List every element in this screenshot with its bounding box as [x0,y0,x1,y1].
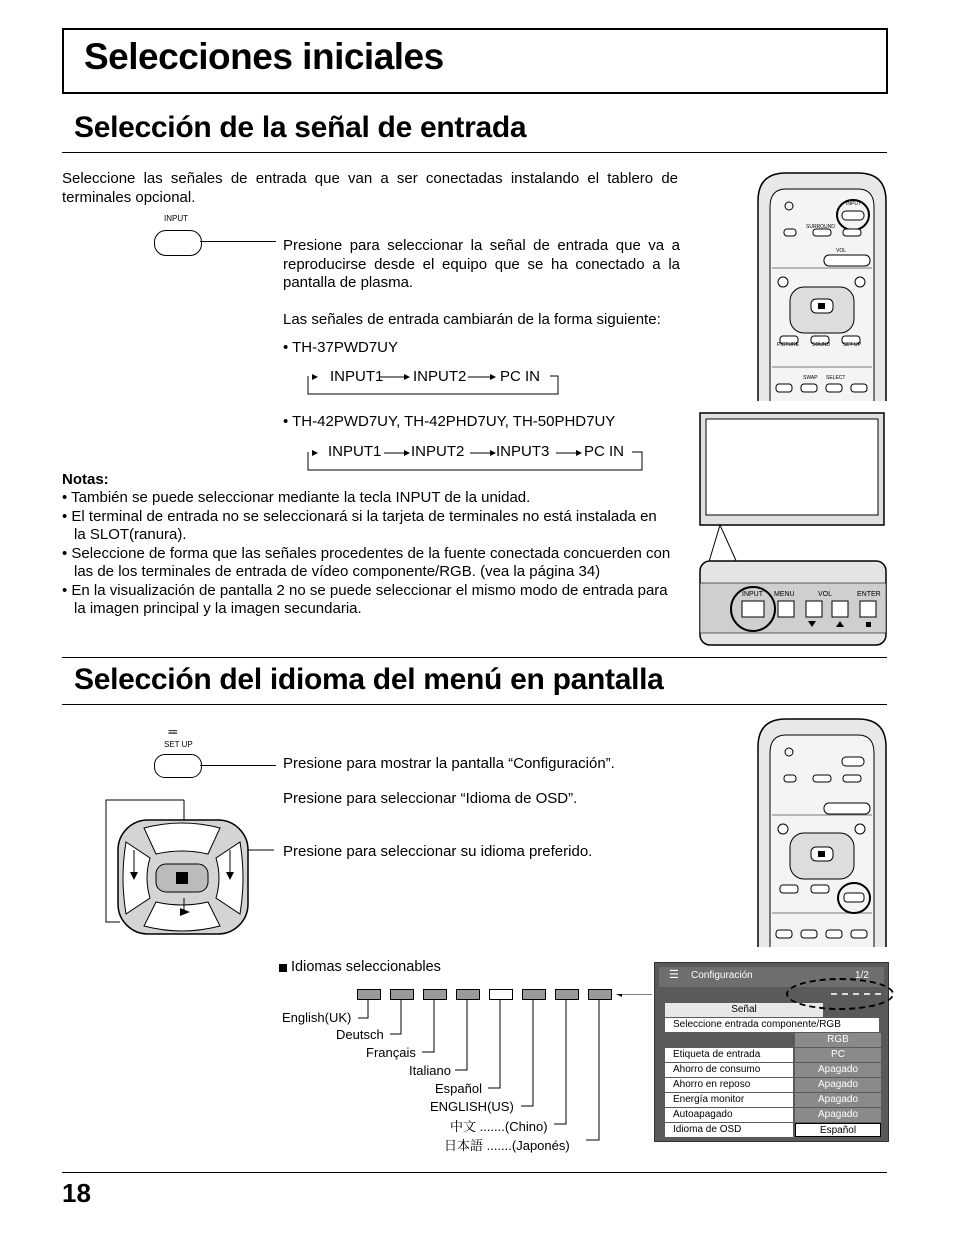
remote-label-input: INPUT [846,201,861,207]
section-rule [62,657,887,658]
bullet-square-icon [279,964,287,972]
osd-row-label: Ahorro de consumo [665,1063,793,1077]
language-label: Italiano [409,1063,451,1078]
leader-line [200,765,276,766]
unit-vol-label: VOL [818,591,833,598]
flow2-step: INPUT1 [328,443,382,460]
input-button-icon [154,230,202,256]
change-text: Las señales de entrada cambiarán de la forma siguiente: [283,311,661,328]
osd-row-value: Apagado [795,1108,881,1122]
press-input-text: Presione para seleccionar la señal de entrada que va a reproducirse desde el equipo que se ha conectado a la pantalla de plasma. [283,237,680,291]
osd-rows [665,1033,879,1203]
language-label: Español [435,1081,482,1096]
leader-line [200,241,276,242]
remote-control-illustration [756,717,888,947]
language-label: Deutsch [336,1027,384,1042]
osd-row-value: Apagado [795,1078,881,1092]
language-label: English(UK) [282,1010,352,1025]
remote-label-sound: SOUND [812,342,831,348]
remote-label-setup: SET UP [843,342,861,348]
remote-label-swap: SWAP [803,375,818,381]
section-rule [62,152,887,153]
flow1-step: INPUT1 [330,368,384,385]
note-item: • En la visualización de pantalla 2 no se puede seleccionar el mismo modo de entrada para la imagen principal y la imagen secundaria. [62,581,668,617]
osd-row-label: Ahorro en reposo [665,1078,793,1092]
section-language-title: Selección del idioma del menú en pantalla [74,663,664,696]
input-button-label: INPUT [164,214,188,223]
flow1-step: PC IN [500,368,541,385]
unit-input-label: INPUT [742,591,763,598]
osd-row-label: Autoapagado [665,1108,793,1122]
unit-enter-label: ENTER [857,591,881,598]
osd-component-label: Seleccione entrada componente/RGB [665,1018,879,1032]
osd-language-label: Idioma de OSD [665,1123,793,1137]
footer-rule [62,1172,887,1173]
note-item: • También se puede seleccionar mediante la tecla INPUT de la unidad. [62,489,531,506]
osd-title: Configuración [691,970,753,981]
language-label: Français [366,1045,416,1060]
setup-button-icon [154,754,202,778]
page-title: Selecciones iniciales [84,36,444,77]
osd-section-header: Señal [665,1003,823,1017]
section-input-title: Selección de la señal de entrada [74,111,527,144]
section-rule [62,704,887,705]
flow2-step: INPUT2 [411,443,465,460]
remote-control-illustration [756,171,888,401]
step3-text: Presione para seleccionar su idioma preferido. [283,843,593,860]
notes-list [62,489,672,619]
model2-label: • TH-42PWD7UY, TH-42PHD7UY, TH-50PHD7UY [283,413,616,430]
step2-text: Presione para seleccionar “Idioma de OSD”. [283,790,578,807]
notes-title: Notas: [62,471,109,488]
model1-label: • TH-37PWD7UY [283,339,398,356]
languages-title: Idiomas seleccionables [291,959,441,975]
language-label: 日本語 .......(Japonés) [444,1138,570,1153]
osd-page-indicator: 1/2 [855,970,869,981]
osd-row-label: Energía monitor [665,1093,793,1107]
flow2-step: PC IN [584,443,625,460]
intro-text: Seleccione las señales de entrada que van a ser conectadas instalando el tablero de terminales opcional. [62,170,678,206]
osd-row-value: Apagado [795,1093,881,1107]
osd-row-value: Apagado [795,1063,881,1077]
osd-language-value: Español [795,1123,881,1137]
language-label: 中文 .......(Chino) [450,1119,548,1134]
setup-glyph: ≡≡ [168,727,177,737]
osd-row-label: Etiqueta de entrada [665,1048,793,1062]
osd-row-value: PC [795,1048,881,1062]
setup-label: SET UP [164,740,193,749]
unit-menu-label: MENU [774,591,795,598]
language-label: ENGLISH(US) [430,1099,514,1114]
remote-label-surround: SURROUND [806,224,835,230]
highlight-ellipse [786,978,894,1010]
flow1-step: INPUT2 [413,368,467,385]
remote-label-select: SELECT [826,375,846,381]
page-number: 18 [62,1178,91,1208]
remote-label-picture: PICTURE [777,342,799,348]
direction-pad-illustration [104,798,284,938]
step1-text: Presione para mostrar la pantalla “Configuración”. [283,755,615,772]
osd-menu-icon: ☰ [669,969,679,981]
osd-component-value: RGB [795,1033,881,1047]
note-item: • El terminal de entrada no se seleccionará si la tarjeta de terminales no está instalada en la SLOT(ranura). [62,507,657,543]
plasma-display-illustration [698,411,888,647]
remote-label-vol: VOL [836,248,847,254]
note-item: • Seleccione de forma que las señales procedentes de la fuente conectada concuerden con las de los terminales de entrada de vídeo componente/RGB. (vea la página 34) [62,544,671,580]
flow2-step: INPUT3 [496,443,550,460]
